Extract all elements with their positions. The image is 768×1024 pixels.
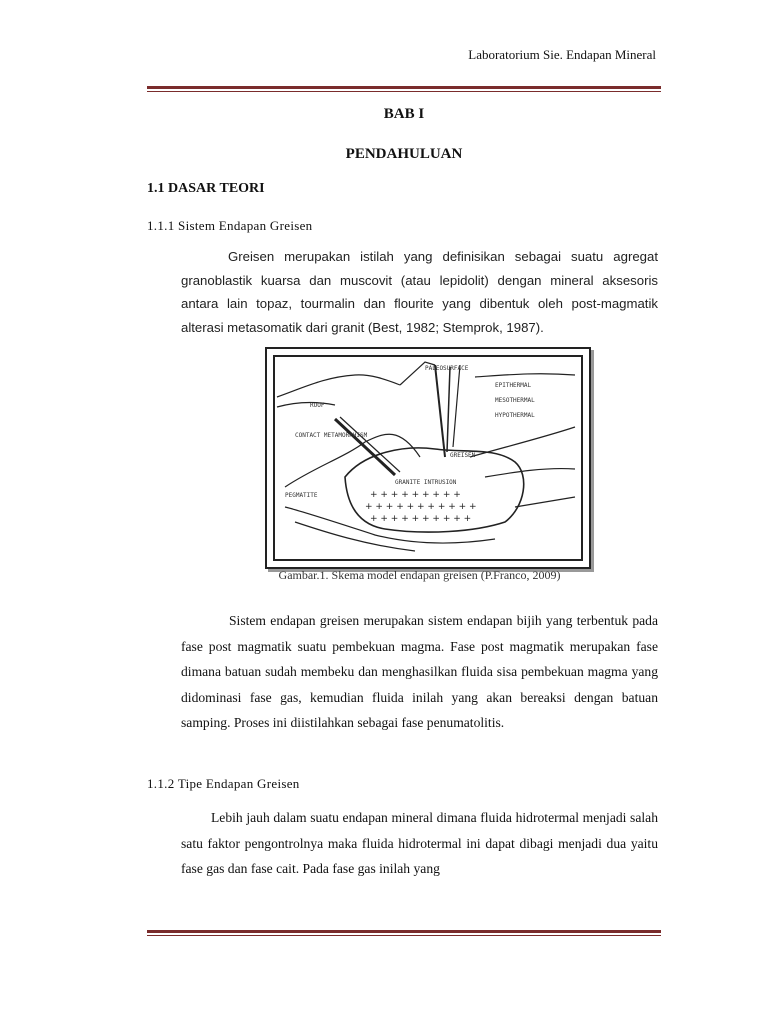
label-greisen: GREISEN	[450, 452, 476, 459]
footer-rule	[147, 930, 661, 936]
chapter-title: PENDAHULUAN	[345, 146, 463, 162]
running-header: Laboratorium Sie. Endapan Mineral	[468, 47, 656, 62]
label-epithermal: EPITHERMAL	[495, 382, 532, 389]
svg-text:+ + + + + + + + + + +: + + + + + + + + + + +	[365, 502, 477, 512]
label-roof: ROOF	[310, 402, 325, 409]
paragraph-sistem-endapan: Sistem endapan greisen merupakan sistem endapan bijih yang terbentuk pada fase post magmatik suatu pembekuan magma. Fase post magmatik merupakan fase dimana batuan sudah membeku dan menghasilkan fluida sisa pembekuan magma yang didominasi fase gas, kemudian fluida inilah yang akan bereaksi dengan batuan samping. Proses ini diistilahkan sebagai fase penumatolitis.	[181, 613, 658, 730]
label-hypothermal: HYPOTHERMAL	[495, 412, 535, 419]
paragraph-greisen-definition: Greisen merupakan istilah yang definisikan sebagai suatu agregat granoblastik kuarsa dan muscovit (atau lepidolit) dengan mineral aksesoris antara lain topaz, tourmalin dan flourite yang dibentuk oleh post-magmatik alterasi metasomatik dari granit (Best, 1982; Stemprok, 1987).	[181, 249, 658, 335]
subsection-heading-sistem: 1.1.1 Sistem Endapan Greisen	[147, 218, 313, 233]
label-pegmatite: PEGMATITE	[285, 492, 318, 499]
header-rule	[147, 86, 661, 92]
svg-text:+ + + + + + + + +: + + + + + + + + +	[370, 490, 461, 500]
subsection-heading-tipe: 1.1.2 Tipe Endapan Greisen	[147, 776, 300, 791]
svg-text:+ + + + + + + + + +: + + + + + + + + + +	[370, 514, 472, 524]
greisen-schematic-drawing	[275, 357, 577, 555]
label-contact-metamorphism: CONTACT METAMORPHISM	[295, 432, 368, 439]
figure-caption: Gambar.1. Skema model endapan greisen (P.Franco, 2009)	[278, 568, 561, 582]
label-paleosurface: PALEOSURFACE	[425, 365, 469, 372]
greisen-model-figure	[265, 347, 591, 569]
figure-inner-border	[273, 355, 583, 561]
section-heading: 1.1 DASAR TEORI	[147, 181, 265, 196]
vein-main	[435, 365, 445, 457]
surface-outline	[277, 375, 400, 397]
chapter-number: BAB I	[383, 106, 425, 122]
label-granite: GRANITE INTRUSION	[395, 479, 457, 486]
granite-crosses	[365, 490, 477, 524]
paragraph-tipe-endapan: Lebih jauh dalam suatu endapan mineral dimana fluida hidrotermal menjadi salah satu faktor pengontrolnya maka fluida hidrotermal ini dapat dibagi menjadi dua yaitu fase gas dan fase cait. Pada fase gas inilah yang	[181, 810, 658, 876]
dike	[335, 419, 395, 475]
label-mesothermal: MESOTHERMAL	[495, 397, 535, 404]
